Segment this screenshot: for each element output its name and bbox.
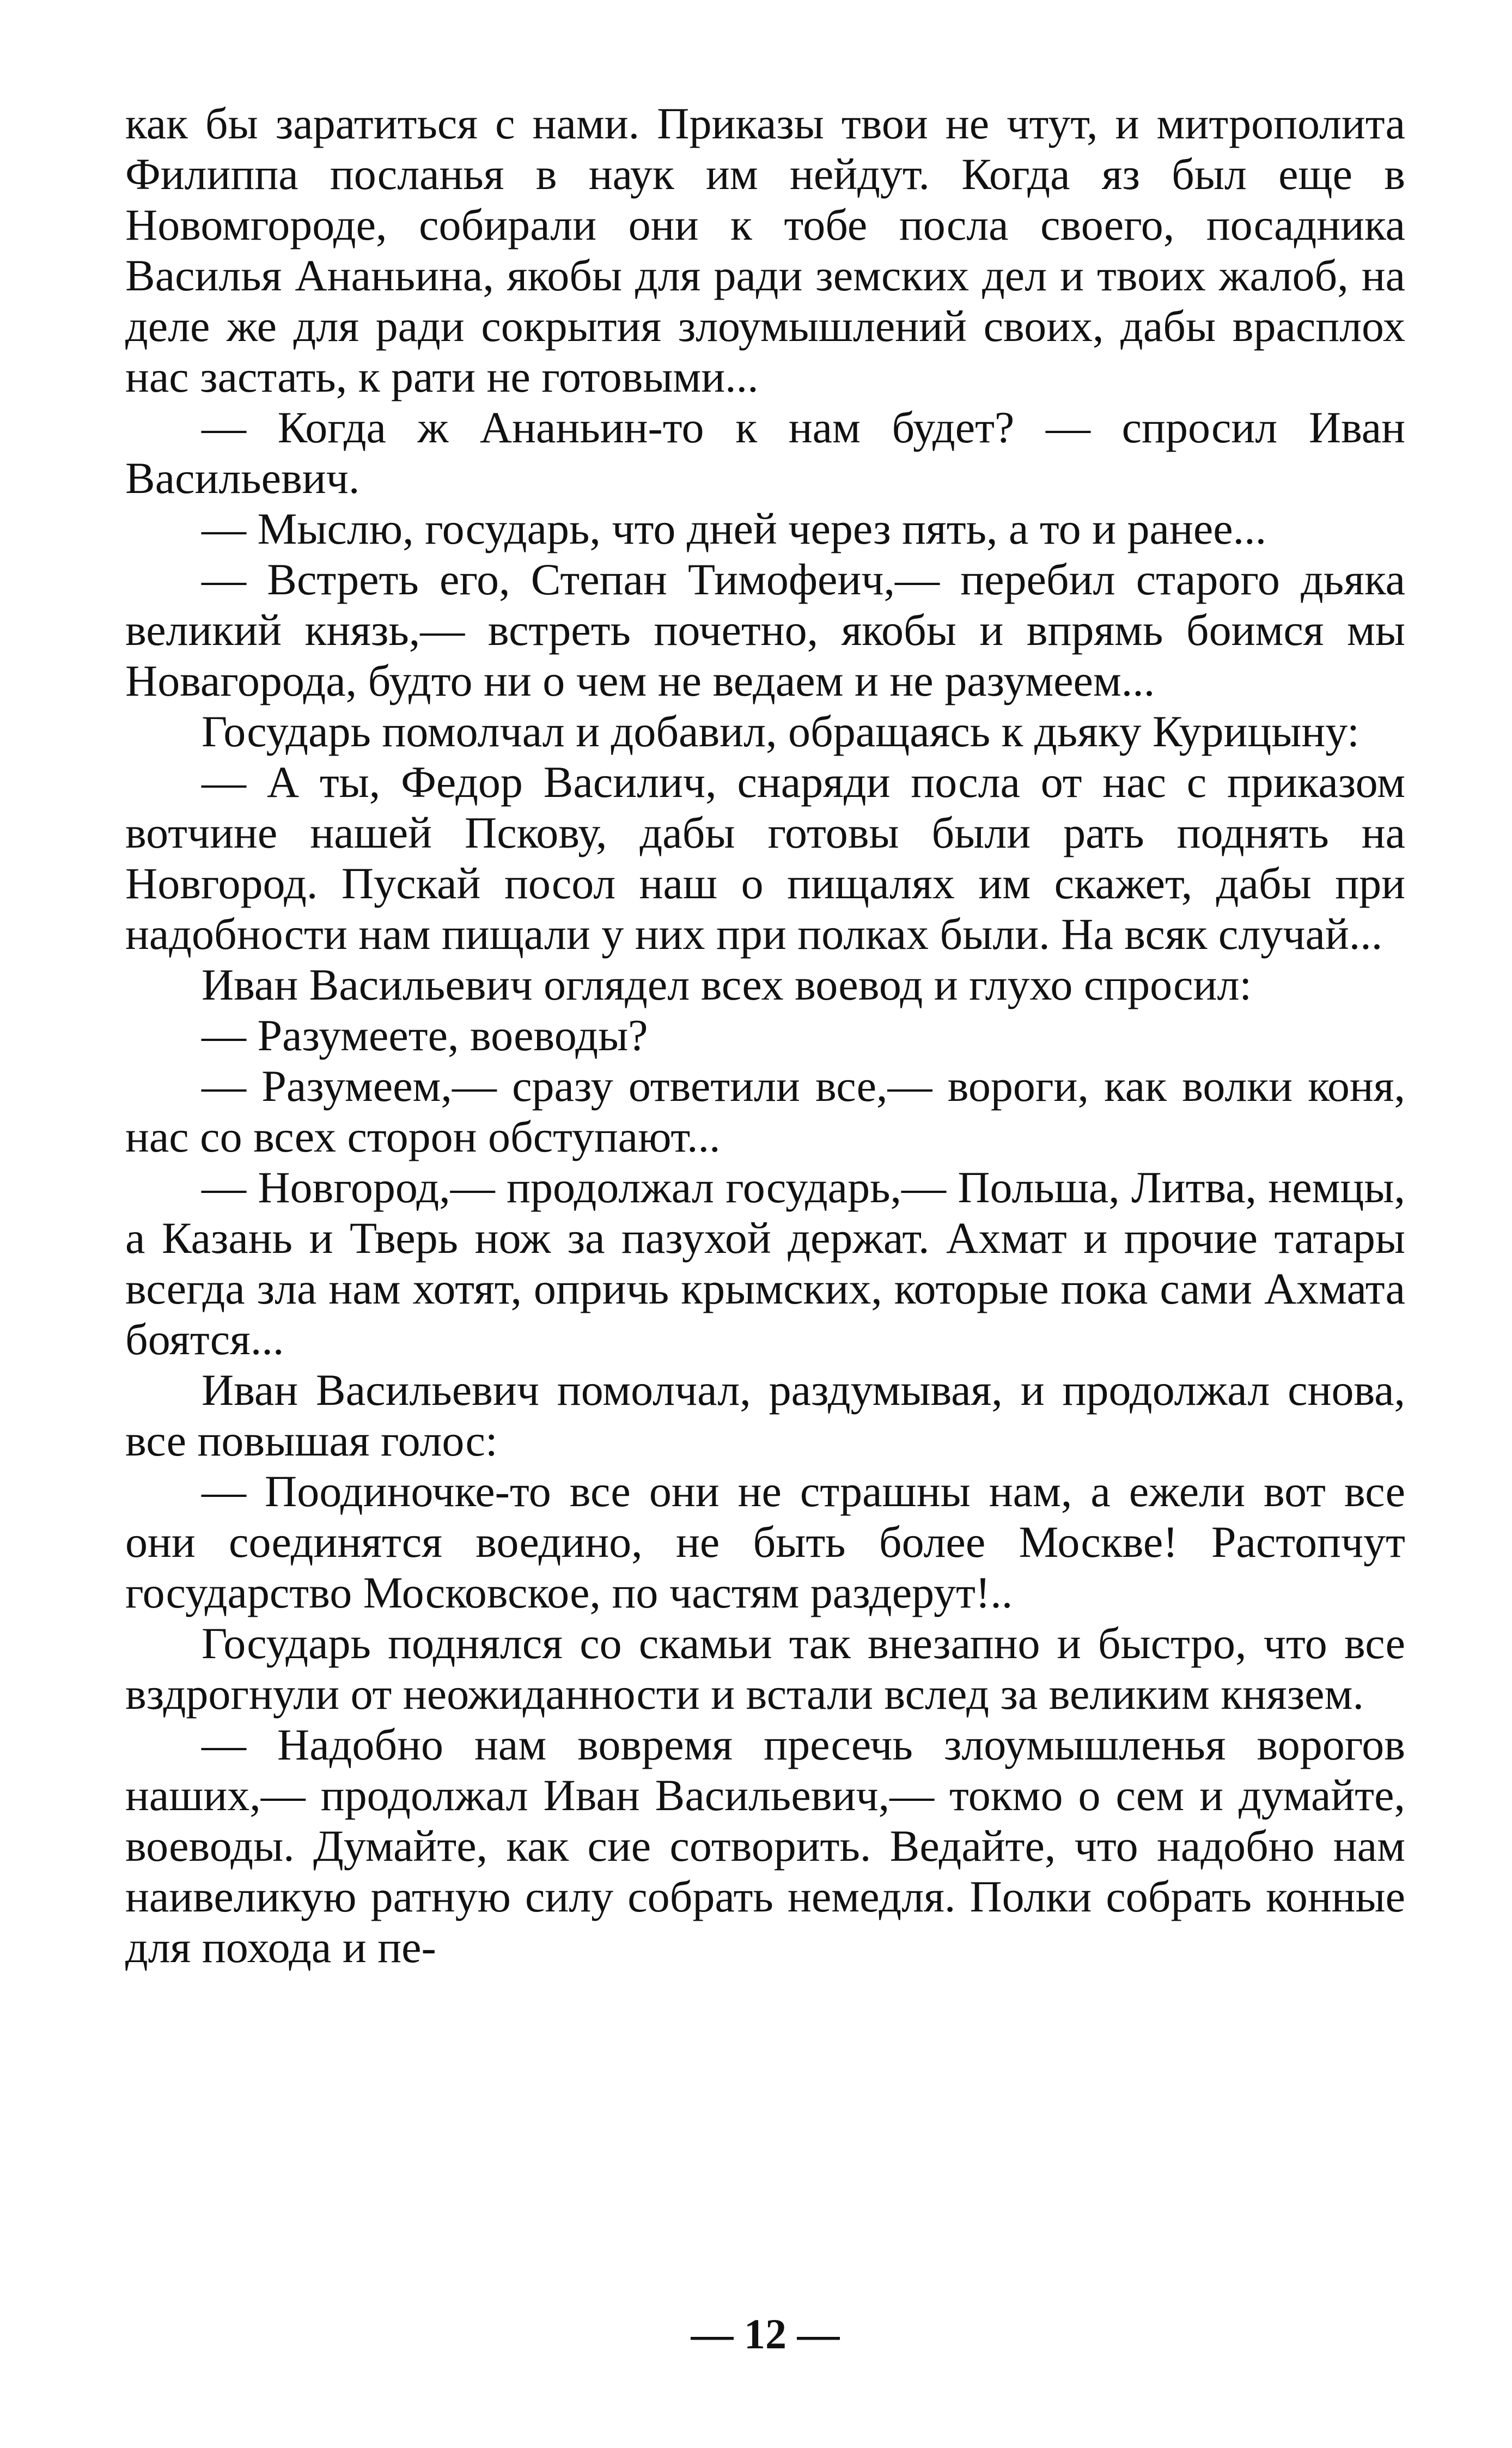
book-page — [125, 98, 1405, 2386]
page-number: — 12 — — [691, 2310, 840, 2358]
paragraph-9: — Разумеем,— сразу ответили все,— вороги, как волки коня, нас со всех сторон обступают... — [125, 1061, 1405, 1161]
paragraph-8: — Разумеете, воеводы? — [202, 1010, 648, 1060]
paragraph-4: — Встреть его, Степан Тимофеич,— перебил старого дьяка великий князь,— встреть почетно, якобы и впрямь боимся мы Новагорода, будто ни о чем не ведаем и не разумеем... — [125, 555, 1405, 705]
paragraph-7: Иван Васильевич оглядел всех воевод и глухо спросил: — [202, 960, 1252, 1009]
paragraph-10: — Новгород,— продолжал государь,— Польша, Литва, немцы, а Казань и Тверь нож за пазухой держат. Ахмат и прочие татары всегда зла нам хотят, опричь крымских, которые пока сами Ахмата боятся... — [125, 1162, 1405, 1364]
paragraph-5: Государь помолчал и добавил, обращаясь к дьяку Курицыну: — [202, 707, 1359, 756]
body-text — [125, 98, 1405, 1972]
paragraph-12: — Поодиночке-то все они не страшны нам, а ежели вот все они соединятся воедино, не быть более Москве! Растопчут государство Московское, по частям раздерут!.. — [125, 1466, 1405, 1617]
paragraph-1: как бы заратиться с нами. Приказы твои не чтут, и митрополита Филиппа посланья в наук им нейдут. Когда яз был еще в Новомгороде, собирали они к тобе посла своего, посадника Василья Ананьина, якобы для ради земских дел и твоих жалоб, на деле же для ради сокрытия злоумышлений своих, дабы врасплох нас застать, к рати не готовыми... — [125, 99, 1405, 401]
paragraph-2: — Когда ж Ананьин-то к нам будет? — спросил Иван Васильевич. — [125, 403, 1405, 503]
paragraph-14: — Надобно нам вовремя пресечь злоумышленья ворогов наших,— продолжал Иван Васильевич,— токмо о сем и думайте, воеводы. Думайте, как сие сотворить. Ведайте, что надобно нам наивеликую ратную силу собрать немедля. Полки собрать конные для похода и пе- — [125, 1720, 1405, 1972]
paragraph-13: Государь поднялся со скамьи так внезапно и быстро, что все вздрогнули от неожиданности и встали вслед за великим князем. — [125, 1618, 1405, 1719]
paragraph-3: — Мыслю, государь, что дней через пять, а то и ранее... — [202, 504, 1267, 553]
paragraph-6: — А ты, Федор Василич, снаряди посла от нас с приказом вотчине нашей Пскову, дабы готовы были рать поднять на Новгород. Пускай посол наш о пищалях им скажет, дабы при надобности нам пищали у них при полках были. На всяк случай... — [125, 757, 1405, 959]
paragraph-11: Иван Васильевич помолчал, раздумывая, и продолжал снова, все повышая голос: — [125, 1365, 1405, 1465]
